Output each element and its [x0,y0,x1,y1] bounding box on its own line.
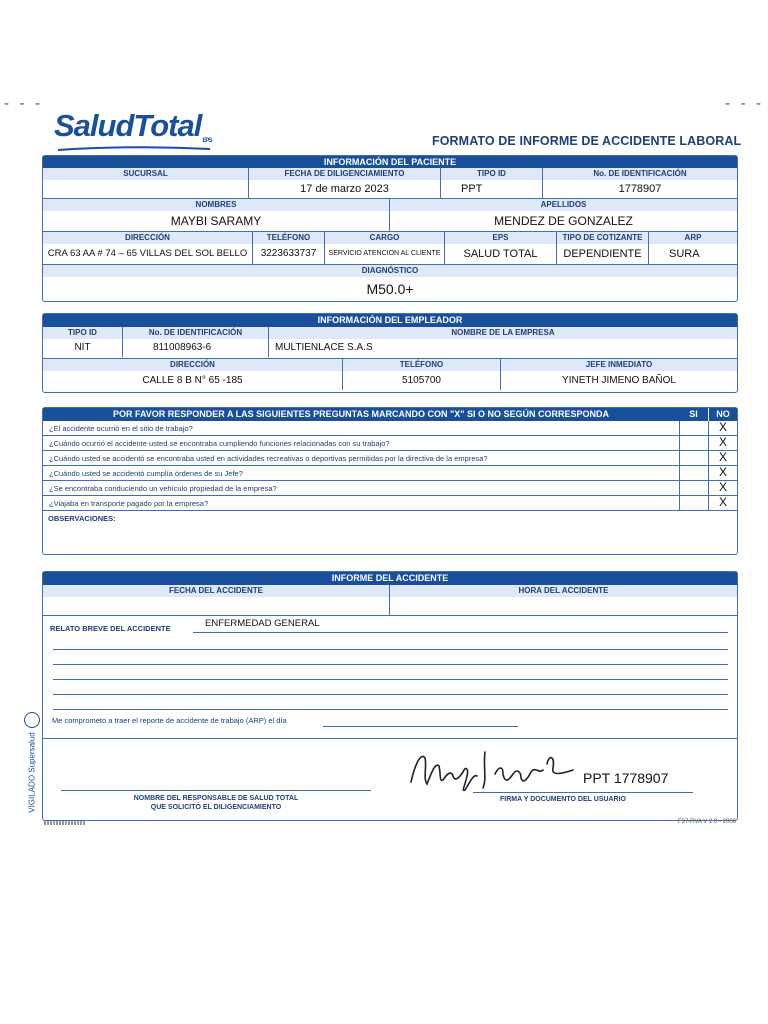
label-si: SI [679,408,708,421]
answer-no-checkbox[interactable]: X [718,435,727,449]
label-cargo: CARGO [325,232,445,244]
label-emp-direccion: DIRECCIÓN [43,359,343,371]
form-title: FORMATO DE INFORME DE ACCIDENTE LABORAL [432,134,742,148]
accident-report-section [42,571,738,821]
label-relato: RELATO BREVE DEL ACCIDENTE [50,624,171,633]
question-text: ¿Se encontraba conduciendo un vehículo propiedad de la empresa? [49,484,277,493]
form-version: F37-RVA V 2.0 - 2008 [677,819,736,825]
field-telefono[interactable]: 3223633737 [253,244,325,264]
question-text: ¿Cuándo usted se accidentó cumplía órdenes de su Jefe? [49,469,243,478]
field-arp[interactable]: SURA [669,248,700,260]
field-nombres[interactable]: MAYBI SARAMY [43,211,390,231]
answer-no-checkbox[interactable]: X [718,495,727,509]
label-hora-accidente: HORA DEL ACCIDENTE [390,585,737,597]
label-emp-jefe: JEFE INMEDIATO [501,359,737,371]
employer-info-section [42,313,738,393]
observaciones-field[interactable] [143,513,733,549]
label-emp-tipo-id: TIPO ID [43,327,123,339]
question-row [43,451,737,466]
compromiso-date-field[interactable] [323,726,518,727]
question-row [43,481,737,496]
field-eps[interactable]: SALUD TOTAL [445,244,557,264]
label-tipo-id: TIPO ID [441,168,543,180]
vigilado-supersalud: VIGILADO Supersalud [27,732,37,813]
question-text: ¿Viajaba en transporte pagado por la empresa? [49,499,209,508]
question-text: ¿Cuándo usted se accidentó se encontraba usted en actividades recreativas o deportivas permitidas por la directiva de la empresa? [49,454,488,463]
responsable-signature-line[interactable] [61,790,371,791]
answer-no-checkbox[interactable]: X [718,480,727,494]
salud-total-logo: SaludTotalEPS [54,108,212,144]
field-hora-accidente[interactable] [390,597,737,615]
field-emp-telefono[interactable]: 5105700 [343,371,501,390]
label-fecha-diligenciamiento: FECHA DE DILIGENCIAMIENTO [249,168,441,180]
field-direccion[interactable]: CRA 63 AA # 74 – 65 VILLAS DEL SOL BELLO [43,244,253,264]
answer-no-checkbox[interactable]: X [718,450,727,464]
label-no: NO [709,408,737,421]
label-diagnostico: DIAGNÓSTICO [43,265,737,277]
label-telefono: TELÉFONO [253,232,325,244]
accident-section-title: INFORME DEL ACCIDENTE [43,572,737,585]
label-fecha-accidente: FECHA DEL ACCIDENTE [43,585,390,597]
field-tipo-cotizante[interactable]: DEPENDIENTE [557,244,649,264]
field-emp-jefe[interactable]: YINETH JIMENO BAÑOL [562,375,676,386]
question-row [43,436,737,451]
questions-title: POR FAVOR RESPONDER A LAS SIGUIENTES PREGUNTAS MARCANDO CON "X" SI O NO SEGÚN CORRESPONDA [43,408,679,421]
label-emp-no-id: No. DE IDENTIFICACIÓN [123,327,269,339]
label-direccion: DIRECCIÓN [43,232,253,244]
field-tipo-id[interactable]: PPT [441,180,543,198]
field-diagnostico[interactable]: M50.0+ [366,281,414,297]
label-nombres: NOMBRES [43,199,390,211]
question-text: ¿Cuándo ocurrió el accidente usted se encontraba cumpliendo funciones relacionadas con su trabajo? [49,439,390,448]
answer-no-checkbox[interactable]: X [718,420,727,434]
responsable-label: NOMBRE DEL RESPONSABLE DE SALUD TOTAL QUE SOLICITÓ EL DILIGENCIAMIENTO [133,795,299,811]
firma-label: FIRMA Y DOCUMENTO DEL USUARIO [499,796,626,803]
question-row [43,496,737,511]
employer-section-title: INFORMACIÓN DEL EMPLEADOR [43,314,737,327]
field-emp-no-id[interactable]: 811008963-6 [123,339,269,357]
patient-section-title: INFORMACIÓN DEL PACIENTE [43,156,737,168]
firma-documento: PPT 1778907 [583,770,669,786]
field-sucursal[interactable] [43,180,249,198]
question-text: ¿El accidente ocurrió en el sitio de trabajo? [49,424,193,433]
field-fecha[interactable]: 17 de marzo 2023 [249,180,441,198]
questions-section [42,407,738,555]
label-tipo-cotizante: TIPO DE COTIZANTE [557,232,649,244]
compromiso-text: Me comprometo a traer el reporte de accidente de trabajo (ARP) el día [52,716,287,725]
user-signature [403,744,583,796]
field-emp-direccion[interactable]: CALLE 8 B N° 65 -185 [43,371,343,390]
question-row [43,466,737,481]
answer-no-checkbox[interactable]: X [718,465,727,479]
label-arp: ARP [649,232,737,244]
patient-info-section [42,155,738,302]
field-no-identificacion[interactable]: 1778907 [618,183,662,195]
label-observaciones: OBSERVACIONES: [48,514,116,523]
field-emp-tipo-id[interactable]: NIT [43,339,123,357]
crop-mark-right: - - - [724,96,764,112]
label-no-identificacion: No. DE IDENTIFICACIÓN [543,168,737,180]
label-sucursal: SUCURSAL [43,168,249,180]
question-row [43,421,737,436]
field-fecha-accidente[interactable] [43,597,390,615]
field-emp-nombre[interactable]: MULTIENLACE S.A.S [275,342,373,353]
label-eps: EPS [445,232,557,244]
logo-swoosh-icon [58,145,210,151]
label-emp-telefono: TELÉFONO [343,359,501,371]
label-apellidos: APELLIDOS [390,199,737,211]
crop-mark-left: - - - [4,96,44,112]
footer-barcode-icon [44,821,86,825]
field-relato[interactable]: ENFERMEDAD GENERAL [205,618,320,629]
field-cargo[interactable]: SERVICIO ATENCION AL CLIENTE [325,244,445,264]
field-apellidos[interactable]: MENDEZ DE GONZALEZ [494,214,633,228]
user-signature-line[interactable] [473,792,693,793]
label-emp-nombre: NOMBRE DE LA EMPRESA [269,327,737,339]
